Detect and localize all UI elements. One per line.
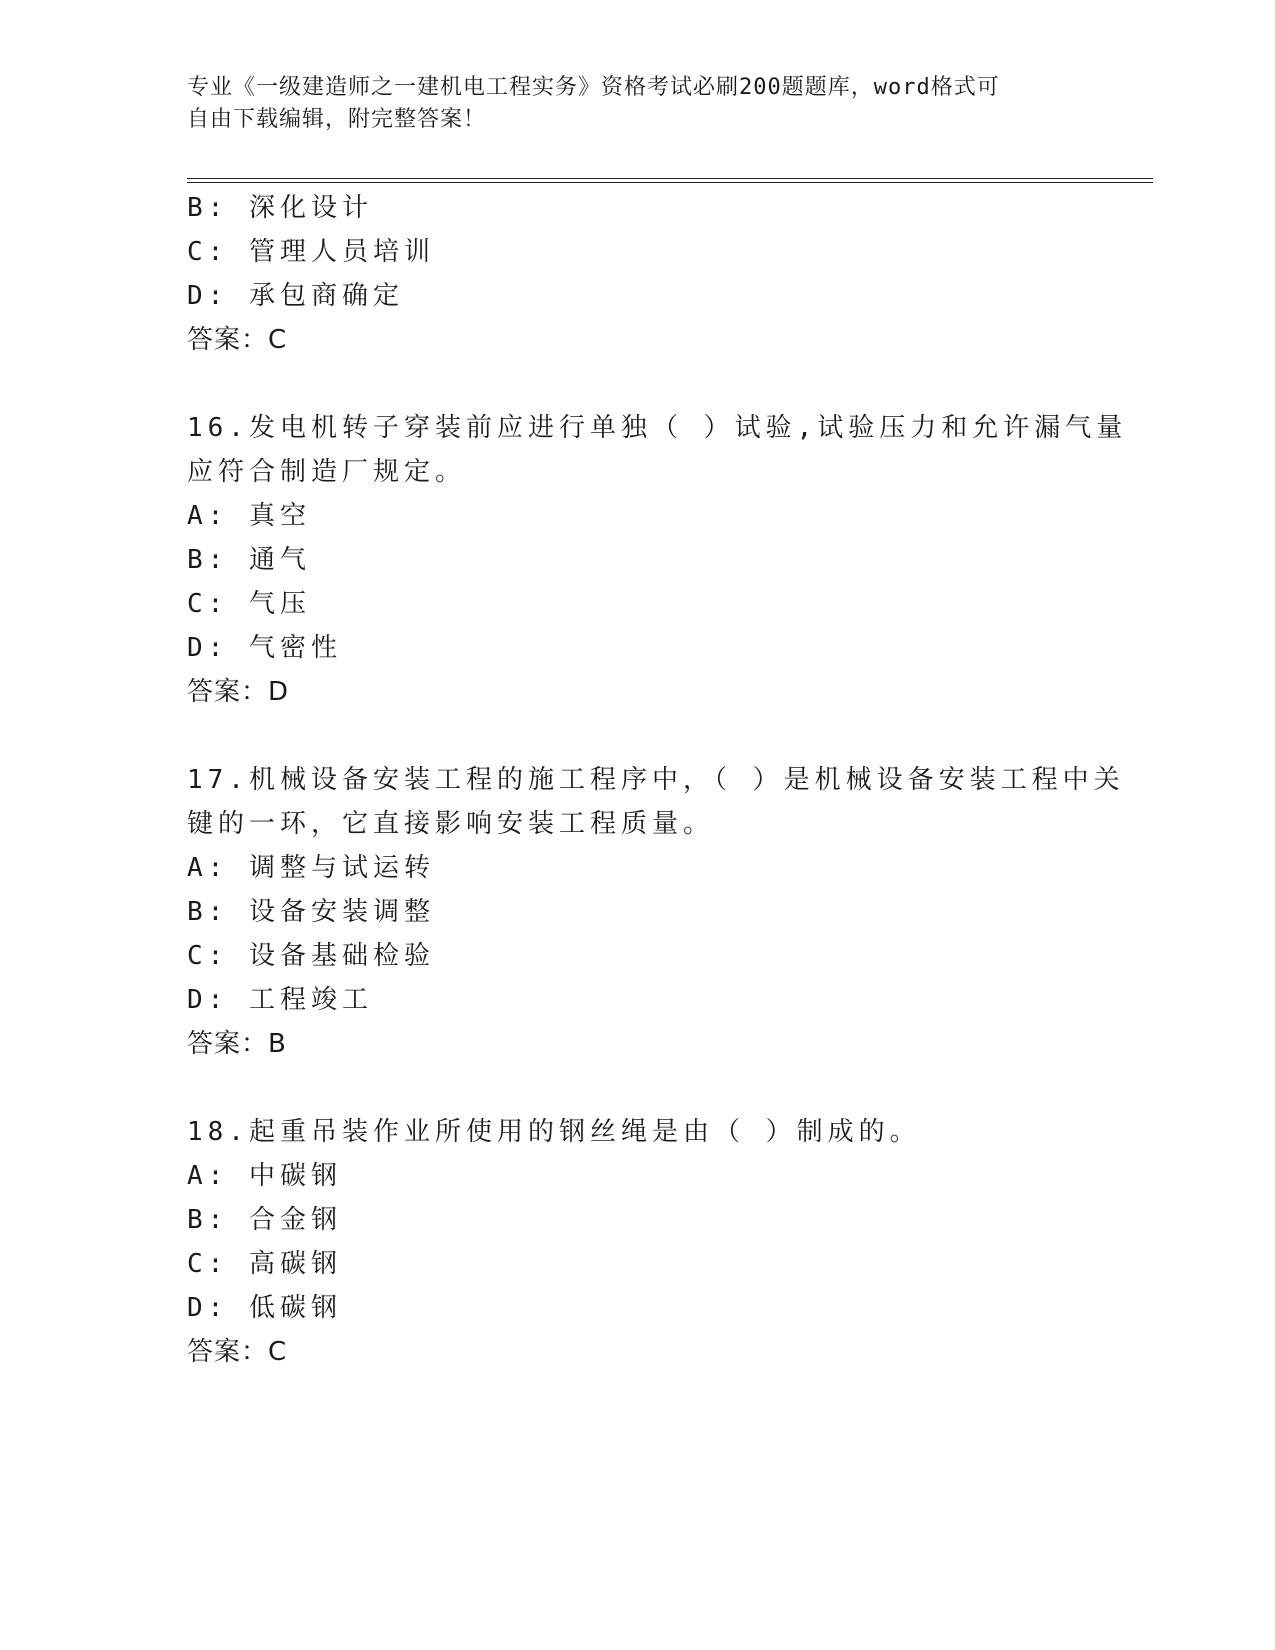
option-b: B: 设备安装调整: [187, 897, 435, 927]
question-stem-continued: 应符合制造厂规定。: [187, 457, 467, 487]
option-b: B: 合金钢: [187, 1205, 342, 1235]
answer: 答案：B: [187, 1029, 287, 1059]
document-header: [187, 72, 1067, 136]
option-a: A: 真空: [187, 501, 311, 531]
option-c: C: 管理人员培训: [187, 237, 435, 267]
question-stem: 16.发电机转子穿装前应进行单独（ ）试验,试验压力和允许漏气量: [187, 413, 1128, 443]
option-a: A: 中碳钢: [187, 1161, 342, 1191]
option-b: B: 深化设计: [187, 193, 373, 223]
option-d: D: 低碳钢: [187, 1293, 342, 1323]
header-line-1: 专业《一级建造师之一建机电工程实务》资格考试必刷200题题库，word格式可: [187, 75, 1000, 100]
option-c: C: 高碳钢: [187, 1249, 342, 1279]
option-d: D: 承包商确定: [187, 281, 404, 311]
option-d: D: 气密性: [187, 633, 342, 663]
option-d: D: 工程竣工: [187, 985, 373, 1015]
question-stem-continued: 键的一环，它直接影响安装工程质量。: [187, 809, 715, 839]
header-divider: [187, 178, 1153, 183]
question-stem: 17.机械设备安装工程的施工程序中，（ ）是机械设备安装工程中关: [187, 765, 1125, 795]
header-line-2: 自由下载编辑，附完整答案！: [187, 107, 487, 132]
answer: 答案：C: [187, 325, 288, 355]
option-a: A: 调整与试运转: [187, 853, 435, 883]
option-b: B: 通气: [187, 545, 311, 575]
answer: 答案：D: [187, 677, 290, 707]
option-c: C: 设备基础检验: [187, 941, 435, 971]
answer: 答案：C: [187, 1337, 288, 1367]
option-c: C: 气压: [187, 589, 311, 619]
question-stem: 18.起重吊装作业所使用的钢丝绳是由（ ）制成的。: [187, 1117, 921, 1147]
